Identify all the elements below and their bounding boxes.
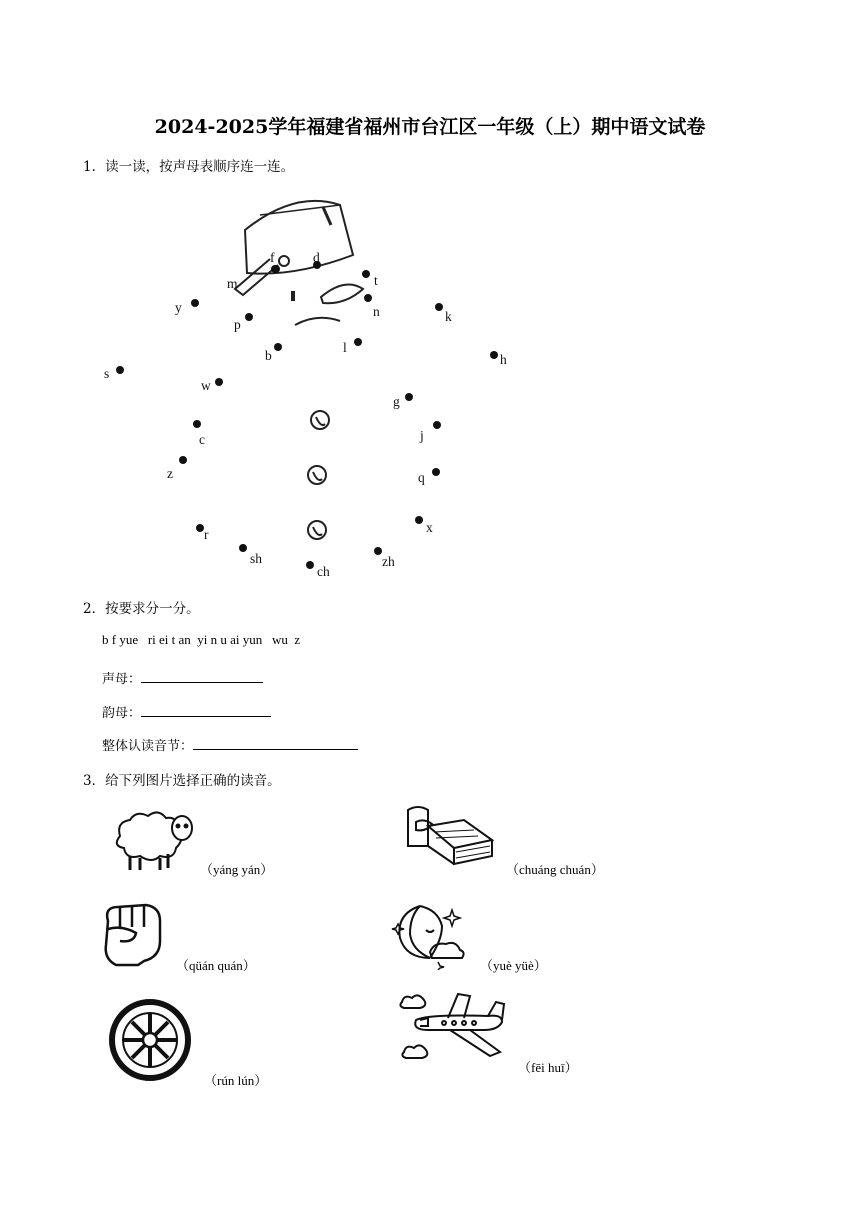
moon-icon bbox=[390, 900, 470, 970]
dot-label-x: x bbox=[426, 520, 433, 535]
sheep-pinyin-choice[interactable]: （yáng yán） bbox=[200, 862, 274, 877]
dot-label-f: f bbox=[270, 250, 275, 265]
sheep-icon bbox=[108, 806, 198, 874]
dot-label-y: y bbox=[175, 300, 182, 315]
dot-c[interactable] bbox=[193, 420, 201, 428]
page-title: 2024-2025学年福建省福州市台江区一年级（上）期中语文试卷 bbox=[154, 116, 706, 138]
dot-label-w: w bbox=[201, 378, 211, 393]
yunmu-blank[interactable] bbox=[141, 702, 271, 717]
dot-t[interactable] bbox=[362, 270, 370, 278]
question-2-prompt: 2．按要求分一分。 bbox=[83, 601, 200, 617]
fist-icon bbox=[98, 899, 168, 969]
pinyin-items: b f yue ri ei t an yi n u ai yun wu z bbox=[102, 632, 301, 647]
zhengti-row bbox=[102, 735, 358, 754]
dot-label-h: h bbox=[500, 352, 507, 367]
dot-label-k: k bbox=[445, 309, 452, 324]
dot-s[interactable] bbox=[116, 366, 124, 374]
zhengti-label: 整体认读音节： bbox=[102, 739, 194, 754]
dot-label-m: m bbox=[227, 276, 238, 291]
dot-label-p: p bbox=[234, 317, 241, 332]
dot-sh[interactable] bbox=[239, 544, 247, 552]
fist-pinyin-choice[interactable]: （qüán quán） bbox=[176, 958, 256, 973]
dot-p[interactable] bbox=[245, 313, 253, 321]
dot-w[interactable] bbox=[215, 378, 223, 386]
dot-label-zh: zh bbox=[382, 554, 395, 569]
dot-q[interactable] bbox=[432, 468, 440, 476]
airplane-icon bbox=[398, 990, 508, 1070]
snowman-dot-picture bbox=[95, 185, 525, 580]
shengmu-label: 声母： bbox=[102, 672, 142, 687]
dot-ch[interactable] bbox=[306, 561, 314, 569]
moon-pinyin-choice[interactable]: （yuè yüè） bbox=[480, 958, 547, 973]
shengmu-row bbox=[102, 668, 263, 687]
yunmu-label: 韵母： bbox=[102, 706, 142, 721]
dot-label-j: j bbox=[420, 428, 424, 443]
dot-r[interactable] bbox=[196, 524, 204, 532]
wheel-pinyin-choice[interactable]: （rún lún） bbox=[204, 1073, 268, 1088]
dot-j[interactable] bbox=[433, 421, 441, 429]
dot-y[interactable] bbox=[191, 299, 199, 307]
question-1-prompt: 1．读一读，按声母表顺序连一连。 bbox=[83, 159, 295, 175]
dot-g[interactable] bbox=[405, 393, 413, 401]
dot-label-t: t bbox=[374, 273, 378, 288]
dot-label-c: c bbox=[199, 432, 205, 447]
zhengti-blank[interactable] bbox=[193, 735, 358, 750]
dot-h[interactable] bbox=[490, 351, 498, 359]
dot-label-sh: sh bbox=[250, 551, 263, 566]
shengmu-blank[interactable] bbox=[141, 668, 263, 683]
dot-label-q: q bbox=[418, 470, 425, 485]
dot-l[interactable] bbox=[354, 338, 362, 346]
dot-label-n: n bbox=[373, 304, 380, 319]
dot-n[interactable] bbox=[364, 294, 372, 302]
dot-label-l: l bbox=[343, 340, 347, 355]
letter-dots bbox=[104, 250, 507, 579]
bucket-hat-icon bbox=[235, 201, 353, 295]
dot-zh[interactable] bbox=[374, 547, 382, 555]
dot-z[interactable] bbox=[179, 456, 187, 464]
wheel-icon bbox=[106, 998, 194, 1082]
dot-label-r: r bbox=[204, 527, 209, 542]
snowman-buttons bbox=[308, 411, 329, 539]
question-3-prompt: 3．给下列图片选择正确的读音。 bbox=[83, 773, 281, 789]
dot-f[interactable] bbox=[272, 265, 280, 273]
bed-pinyin-choice[interactable]: （chuáng chuán） bbox=[506, 862, 604, 877]
yunmu-row bbox=[102, 702, 271, 721]
dot-x[interactable] bbox=[415, 516, 423, 524]
face-features bbox=[293, 285, 363, 326]
dot-label-z: z bbox=[167, 466, 173, 481]
dot-label-g: g bbox=[393, 394, 400, 409]
bed-icon bbox=[404, 802, 496, 872]
dot-label-d: d bbox=[313, 250, 320, 265]
airplane-pinyin-choice[interactable]: （fēi huī） bbox=[518, 1060, 578, 1075]
dot-label-b: b bbox=[265, 348, 272, 363]
dot-k[interactable] bbox=[435, 303, 443, 311]
dot-b[interactable] bbox=[274, 343, 282, 351]
dot-label-s: s bbox=[104, 366, 110, 381]
dot-label-ch: ch bbox=[317, 564, 330, 579]
